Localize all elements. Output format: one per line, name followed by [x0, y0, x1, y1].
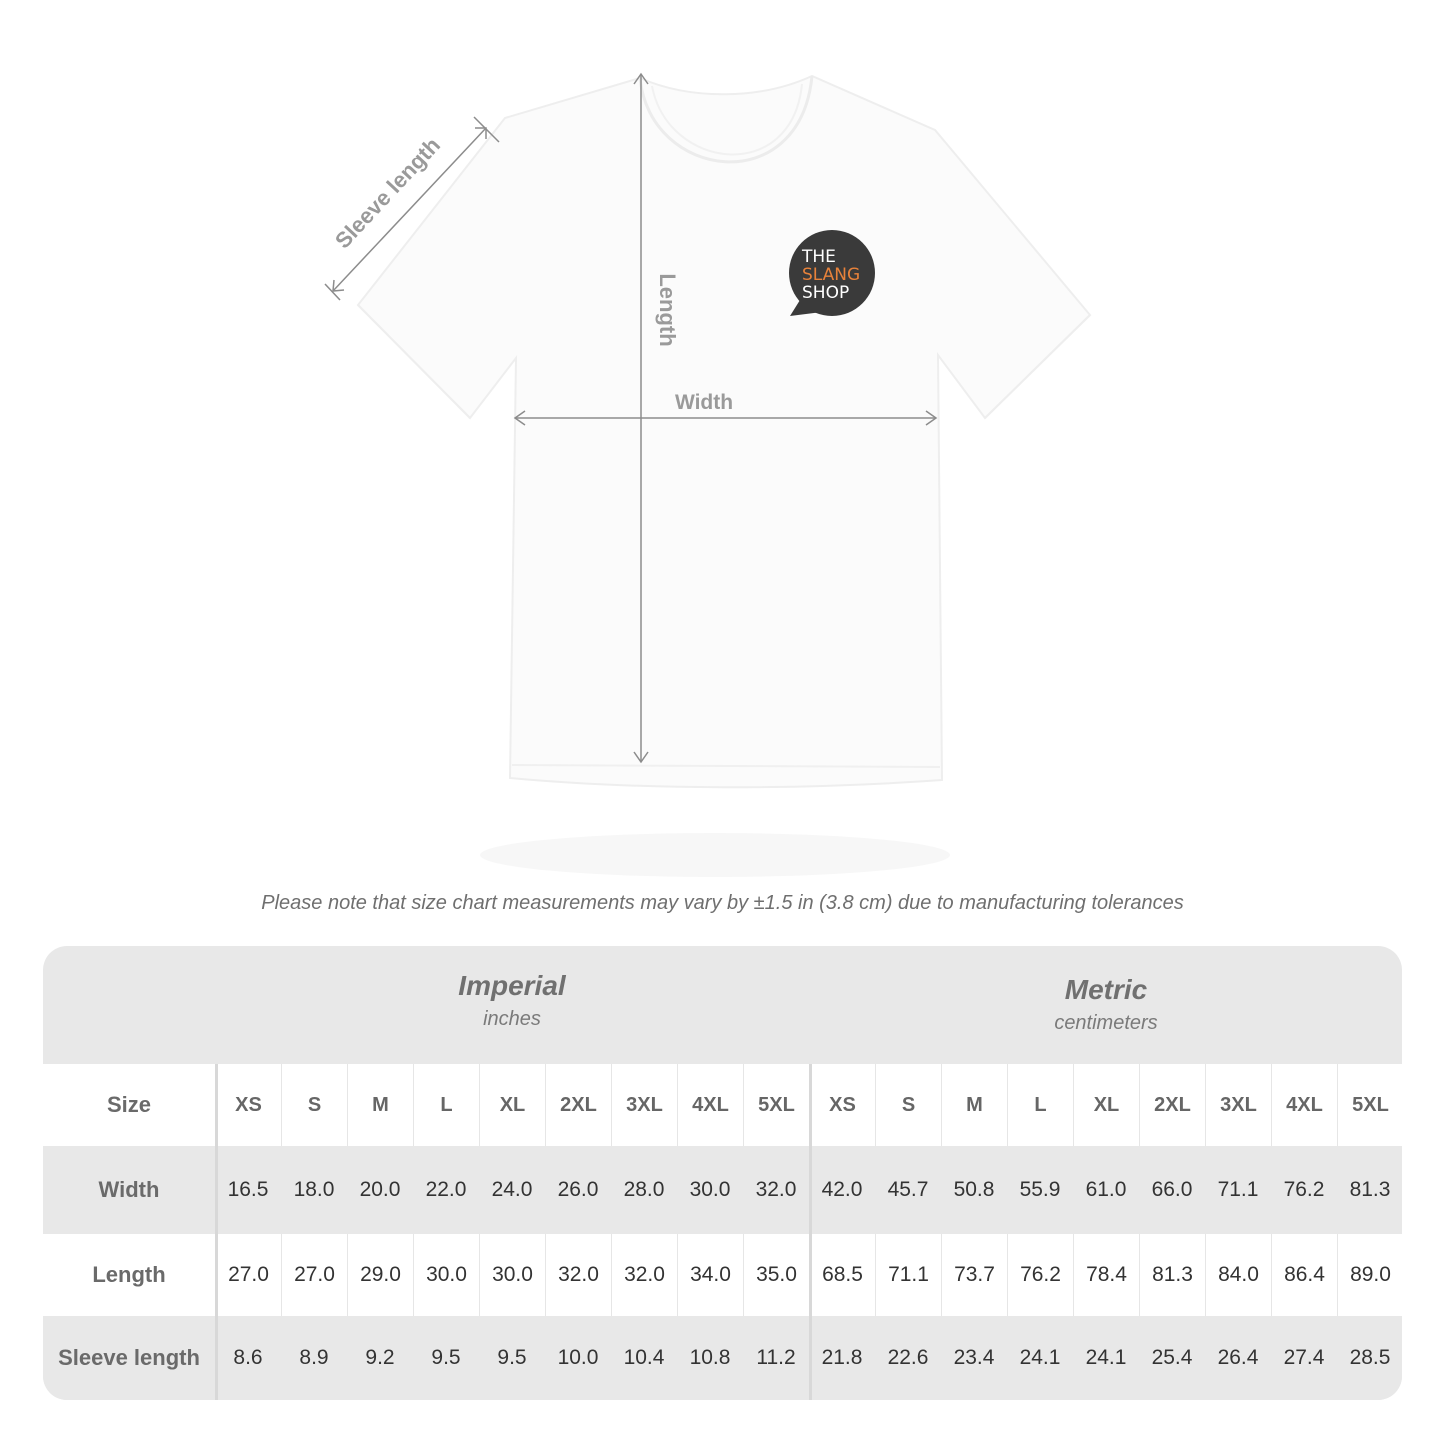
logo-line-2: SLANG: [802, 265, 861, 285]
table-cell: 29.0: [347, 1234, 413, 1316]
imperial-unit: inches: [483, 1008, 541, 1030]
system-divider: [809, 1064, 812, 1400]
size-header-cell: 3XL: [611, 1064, 677, 1146]
row-label: Length: [92, 1262, 166, 1287]
metric-title: Metric: [1064, 974, 1148, 1005]
table-cell: 84.0: [1205, 1234, 1271, 1316]
table-cell: 18.0: [293, 1178, 335, 1201]
size-header-cell: L: [1007, 1064, 1073, 1146]
logo-line-3: SHOP: [802, 283, 850, 303]
size-header-cell: M: [347, 1064, 413, 1146]
size-header-cell: 2XL: [545, 1064, 611, 1146]
table-row: [43, 1234, 1402, 1316]
size-header-cell: 4XL: [1271, 1064, 1337, 1146]
table-cell: 24.0: [491, 1178, 533, 1201]
size-header-cell: XL: [1073, 1064, 1139, 1146]
width-label: Width: [674, 391, 734, 414]
table-cell: 27.0: [215, 1234, 281, 1316]
tshirt-shape: [358, 76, 1090, 787]
table-cell: 28.5: [1349, 1346, 1391, 1369]
table-cell: 42.0: [821, 1178, 863, 1201]
table-cell: 32.0: [755, 1178, 797, 1201]
label-divider: [215, 1064, 218, 1400]
size-header-cell: XS: [809, 1064, 875, 1146]
table-cell: 8.9: [299, 1346, 329, 1369]
table-cell: 27.4: [1283, 1346, 1325, 1369]
table-cell: 34.0: [677, 1234, 743, 1316]
table-cell: 23.4: [953, 1346, 995, 1369]
table-cell: 55.9: [1019, 1178, 1061, 1201]
table-cell: 32.0: [611, 1234, 677, 1316]
table-cell: 22.0: [425, 1178, 467, 1201]
table-cell: 11.2: [756, 1346, 796, 1369]
table-cell: 21.8: [821, 1346, 863, 1369]
table-cell: 71.1: [875, 1234, 941, 1316]
shirt-shadow: [480, 833, 950, 877]
table-cell: 9.5: [497, 1346, 527, 1369]
table-cell: 8.6: [233, 1346, 263, 1369]
table-cell: 26.0: [557, 1178, 599, 1201]
table-cell: 9.5: [431, 1346, 461, 1369]
size-header-cell: 4XL: [677, 1064, 743, 1146]
size-grid: [43, 1064, 1402, 1400]
size-header-cell: 5XL: [1337, 1064, 1402, 1146]
table-cell: 20.0: [359, 1178, 401, 1201]
table-cell: 81.3: [1139, 1234, 1205, 1316]
table-cell: 25.4: [1151, 1346, 1193, 1369]
table-cell: 30.0: [479, 1234, 545, 1316]
table-row: [43, 1316, 1402, 1400]
table-cell: 30.0: [689, 1178, 731, 1201]
size-header-cell: XL: [479, 1064, 545, 1146]
size-header-cell: M: [941, 1064, 1007, 1146]
metric-unit: centimeters: [1054, 1012, 1158, 1034]
table-cell: 28.0: [623, 1178, 665, 1201]
table-cell: 27.0: [281, 1234, 347, 1316]
table-cell: 24.1: [1019, 1346, 1061, 1369]
size-header-cell: L: [413, 1064, 479, 1146]
size-header-cell: S: [281, 1064, 347, 1146]
table-cell: 26.4: [1217, 1346, 1259, 1369]
row-label: Size: [106, 1092, 152, 1117]
size-chart-table: [43, 946, 1402, 1400]
logo-line-1: THE: [802, 247, 836, 267]
size-header-cell: 3XL: [1205, 1064, 1271, 1146]
size-header-row: [43, 1064, 1402, 1146]
imperial-title: Imperial: [458, 970, 566, 1001]
table-cell: 71.1: [1217, 1178, 1259, 1201]
table-cell: 45.7: [887, 1178, 929, 1201]
table-cell: 10.8: [689, 1346, 731, 1369]
table-cell: 35.0: [743, 1234, 809, 1316]
table-cell: 86.4: [1271, 1234, 1337, 1316]
length-label: Length: [655, 273, 680, 347]
table-cell: 50.8: [953, 1178, 995, 1201]
size-header-cell: S: [875, 1064, 941, 1146]
table-cell: 24.1: [1085, 1346, 1127, 1369]
table-cell: 32.0: [545, 1234, 611, 1316]
sleeve-length-label: Sleeve length: [330, 132, 446, 254]
row-label: Width: [98, 1177, 160, 1202]
table-cell: 76.2: [1283, 1178, 1325, 1201]
table-cell: 66.0: [1151, 1178, 1193, 1201]
size-header-cell: 2XL: [1139, 1064, 1205, 1146]
table-row: [43, 1146, 1402, 1234]
row-label: Sleeve length: [58, 1345, 200, 1370]
tolerance-note: Please note that size chart measurements may vary by ±1.5 in (3.8 cm) due to manufacturing tolerances: [261, 892, 1184, 914]
table-cell: 76.2: [1007, 1234, 1073, 1316]
table-cell: 16.5: [227, 1178, 269, 1201]
table-cell: 89.0: [1337, 1234, 1402, 1316]
size-header-cell: 5XL: [743, 1064, 809, 1146]
table-cell: 73.7: [941, 1234, 1007, 1316]
table-cell: 10.4: [623, 1346, 665, 1369]
table-cell: 9.2: [365, 1346, 395, 1369]
table-cell: 22.6: [887, 1346, 929, 1369]
table-cell: 68.5: [809, 1234, 875, 1316]
table-cell: 10.0: [557, 1346, 599, 1369]
table-cell: 78.4: [1073, 1234, 1139, 1316]
brand-logo: [789, 230, 875, 316]
table-cell: 81.3: [1349, 1178, 1391, 1201]
size-header-cell: XS: [215, 1064, 281, 1146]
table-cell: 61.0: [1085, 1178, 1127, 1201]
table-cell: 30.0: [413, 1234, 479, 1316]
